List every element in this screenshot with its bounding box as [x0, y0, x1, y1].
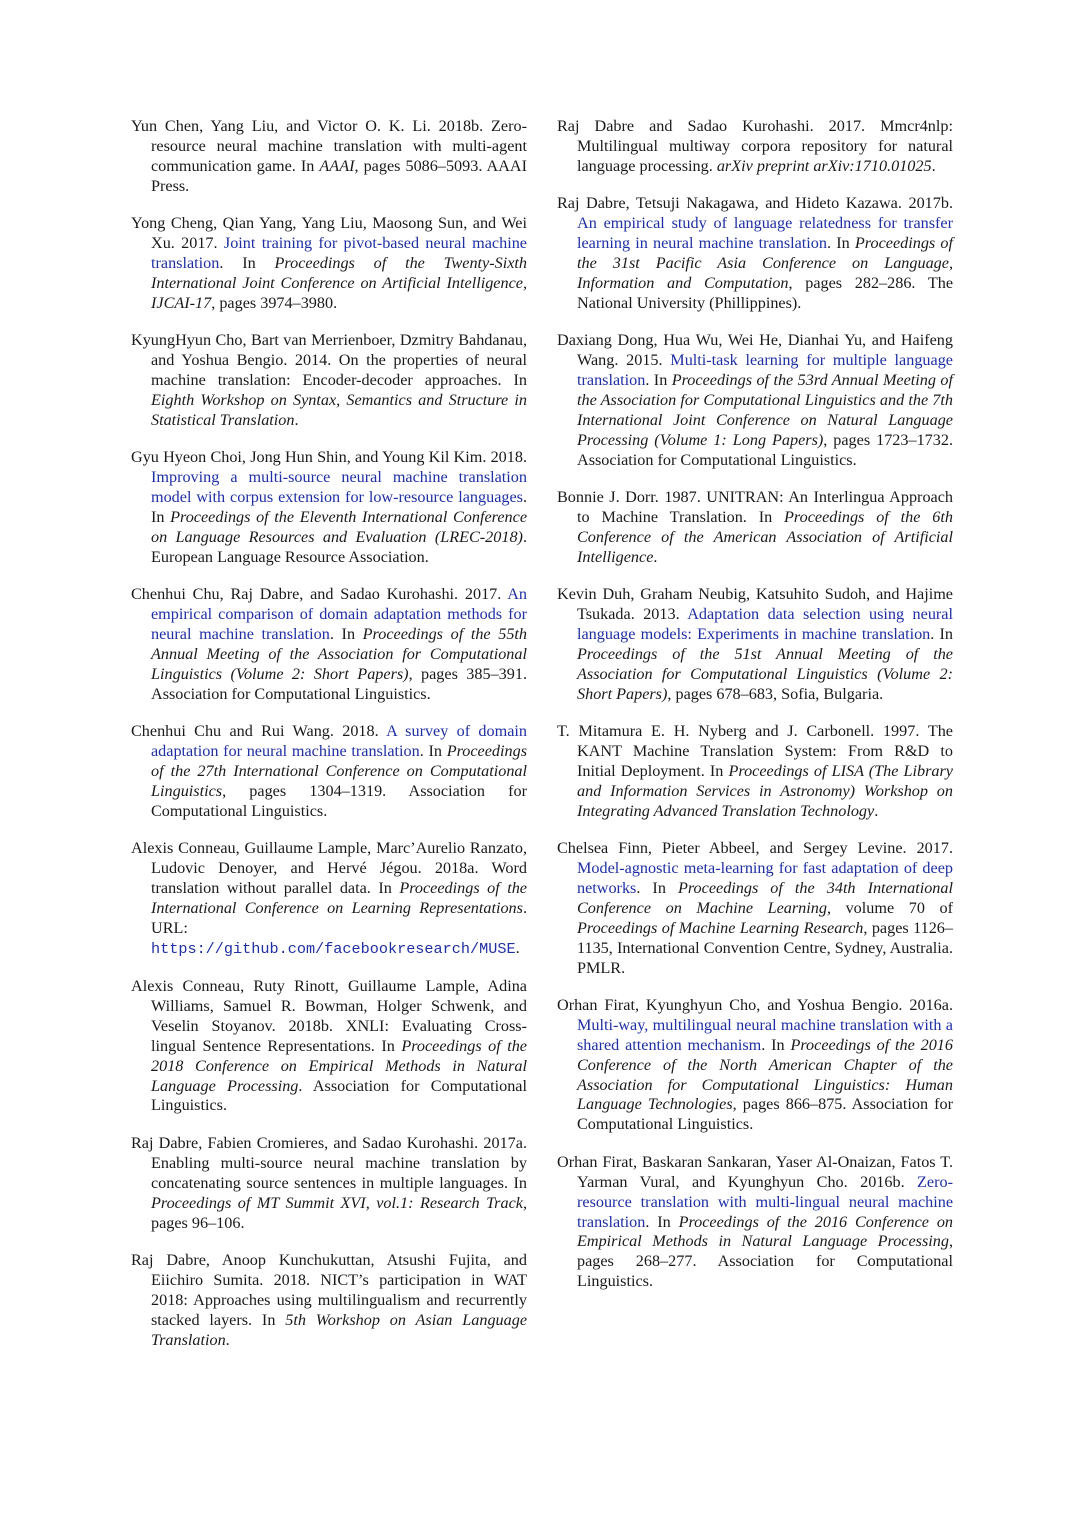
reference-venue: Proceedings of the 2016 Conference on Empirical Methods in Natural Language Processing [577, 1212, 954, 1251]
reference-authors-text: Daxiang Dong, Hua Wu, Wei He, Dianhai Yu, and Haifeng Wang. 2015. [557, 331, 953, 370]
reference-entry [557, 839, 953, 978]
references-right-column [557, 117, 953, 1310]
reference-venue: Proceedings of LISA (The Library and Information Services in Astronomy) Workshop on Integrating Advanced Translation Technology [577, 761, 953, 820]
reference-authors-text: KyungHyun Cho, Bart van Merrienboer, Dzmitry Bahdanau, and Yoshua Bengio. 2014. On the properties of neural machine translation: Encoder-decoder approaches. In [131, 331, 527, 389]
reference-title-link[interactable]: Joint training for pivot-based neural machine translation [151, 234, 527, 272]
reference-url-link[interactable]: https://github.com/facebookresearch/MUSE [151, 939, 516, 958]
reference-details-text: , pages 1304–1319. Association for Computational Linguistics. [151, 781, 527, 820]
reference-venue: Proceedings of the 53rd Annual Meeting of the Association for Computational Linguistics and the 7th International Joint Conference on Natural Language Processing (Volume 1: Long Papers) [577, 370, 953, 449]
reference-tail-text: , pages 1126–1135, International Convention Centre, Sydney, Australia. PMLR. [577, 918, 953, 977]
reference-entry [131, 839, 527, 959]
reference-authors-text: Chenhui Chu and Rui Wang. 2018. [131, 722, 387, 741]
reference-details-text: , pages 282–286. The National University (Phillippines). [577, 273, 954, 312]
reference-venue: 5th Workshop on Asian Language Translation [151, 1310, 527, 1349]
reference-details-text: . URL: [151, 898, 527, 937]
reference-authors-text: Yun Chen, Yang Liu, and Victor O. K. Li. 2018b. Zero-resource neural machine translation with multi-agent communication game. In [131, 117, 527, 175]
reference-venue: Proceedings of the 51st Annual Meeting of the Association for Computational Linguistics (Volume 2: Short Papers) [577, 644, 953, 703]
reference-entry [131, 585, 527, 704]
reference-details-text: . European Language Resource Association. [151, 527, 527, 566]
reference-entry [557, 117, 953, 177]
reference-entry [131, 1251, 527, 1351]
reference-authors-text: Kevin Duh, Graham Neubig, Katsuhito Sudoh, and Hajime Tsukada. 2013. [557, 585, 953, 624]
reference-entry [131, 117, 527, 197]
reference-title-link[interactable]: A survey of domain adaptation for neural machine translation [151, 722, 527, 760]
reference-entry [557, 1153, 953, 1292]
reference-venue: Proceedings of the Eleventh International Conference on Language Resources and Evaluation (LREC-2018) [151, 507, 528, 546]
reference-authors-text: Alexis Conneau, Ruty Rinott, Guillaume Lample, Adina Williams, Samuel R. Bowman, Holger Schwenk, and Veselin Stoyanov. 2018b. XNLI: Evaluating Cross-lingual Sentence Representations. In [131, 977, 527, 1055]
reference-entry [131, 214, 527, 314]
reference-connector-text: . In [645, 370, 672, 389]
reference-authors-text: T. Mitamura E. H. Nyberg and J. Carbonell. 1997. The KANT Machine Translation System: From R&D to Initial Deployment. In [557, 722, 953, 780]
reference-details-text: . [931, 156, 936, 175]
reference-venue: Proceedings of the International Conference on Learning Representations [151, 878, 527, 917]
reference-connector-text: . In [329, 624, 363, 643]
reference-details-text: . [294, 410, 299, 429]
reference-entry [557, 585, 953, 704]
reference-venue: Proceedings of the 6th Conference of the American Association of Artificial Intelligence [577, 507, 953, 566]
reference-title-link[interactable]: Zero-resource translation with multi-lingual neural machine translation [577, 1172, 953, 1231]
reference-details-text: , pages 5086–5093. AAAI Press. [151, 156, 527, 195]
reference-venue: Proceedings of the Twenty-Sixth International Joint Conference on Artificial Intelligence, IJCAI-17 [151, 253, 528, 312]
reference-title-link[interactable]: An empirical study of language relatedness for transfer learning in neural machine translation [577, 214, 953, 253]
reference-details-text: , pages 1723–1732. Association for Computational Linguistics. [577, 430, 953, 469]
reference-details-text: . [225, 1330, 230, 1349]
reference-venue: Proceedings of the 34th International Conference on Machine Learning [577, 878, 953, 917]
reference-venue: Proceedings of the 27th International Conference on Computational Linguistics [151, 741, 528, 800]
reference-entry [131, 1134, 527, 1234]
reference-details-text: , pages 866–875. Association for Computational Linguistics. [577, 1095, 953, 1134]
reference-venue: Proceedings of MT Summit XVI, vol.1: Research Track [151, 1193, 523, 1212]
reference-venue: Proceedings of the 31st Pacific Asia Conference on Language, Information and Computation [577, 234, 954, 292]
reference-details-text: . [653, 547, 658, 566]
reference-entry [557, 194, 953, 313]
reference-title-link[interactable]: An empirical comparison of domain adaptation methods for neural machine translation [151, 585, 527, 643]
reference-connector-text: . In [219, 253, 275, 272]
reference-venue: AAAI [319, 156, 355, 175]
reference-entry [131, 448, 527, 567]
reference-entry [557, 996, 953, 1135]
reference-details-text: . Association for Computational Linguistics. [151, 1076, 527, 1115]
reference-entry [131, 977, 527, 1116]
reference-connector-text: . In [827, 234, 855, 253]
reference-authors-text: Bonnie J. Dorr. 1987. UNITRAN: An Interlingua Approach to Machine Translation. In [557, 488, 953, 526]
reference-entry [557, 722, 953, 822]
reference-entry [557, 331, 953, 470]
reference-title-link[interactable]: Multi-task learning for multiple language translation [577, 351, 953, 389]
reference-authors-text: Orhan Firat, Baskaran Sankaran, Yaser Al-Onaizan, Fatos T. Yarman Vural, and Kyunghyun Cho. 2016b. [557, 1152, 953, 1191]
reference-connector-text: . In [645, 1212, 679, 1231]
reference-entry [131, 722, 527, 822]
reference-authors-text: Raj Dabre, Anoop Kunchukuttan, Atsushi Fujita, and Eiichiro Sumita. 2018. NICT’s participation in WAT 2018: Approaches using multilingualism and recurrently stacked layers. In [131, 1250, 527, 1329]
reference-connector-text: . In [419, 741, 447, 760]
reference-venue: Eighth Workshop on Syntax, Semantics and Structure in Statistical Translation [151, 390, 527, 429]
reference-authors-text: Gyu Hyeon Choi, Jong Hun Shin, and Young Kil Kim. 2018. [131, 448, 527, 467]
reference-authors-text: Yong Cheng, Qian Yang, Yang Liu, Maosong Sun, and Wei Xu. 2017. [131, 214, 527, 253]
reference-series-venue: Proceedings of Machine Learning Research [577, 918, 864, 937]
reference-title-link[interactable]: Multi-way, multilingual neural machine translation with a shared attention mechanism [577, 1015, 953, 1054]
reference-details-text: , pages 385–391. Association for Computational Linguistics. [151, 664, 527, 703]
reference-authors-text: Chelsea Finn, Pieter Abbeel, and Sergey Levine. 2017. [557, 839, 953, 858]
reference-details-text: . [874, 801, 879, 820]
reference-venue: arXiv preprint arXiv:1710.01025 [716, 156, 932, 175]
reference-entry [557, 488, 953, 568]
reference-tail-text: . [515, 938, 520, 957]
references-left-column [131, 117, 527, 1368]
reference-authors-text: Orhan Firat, Kyunghyun Cho, and Yoshua Bengio. 2016a. [557, 995, 953, 1014]
reference-authors-text: Raj Dabre and Sadao Kurohashi. 2017. Mmcr4nlp: Multilingual multiway corpora repository for natural language processing. [557, 117, 953, 175]
reference-details-text: , pages 3974–3980. [211, 293, 338, 312]
reference-venue: Proceedings of the 55th Annual Meeting of the Association for Computational Linguistics (Volume 2: Short Papers) [151, 624, 528, 683]
reference-details-text: , pages 268–277. Association for Computational Linguistics. [577, 1232, 953, 1291]
reference-title-link[interactable]: Improving a multi-source neural machine translation model with corpus extension for low-resource languages [151, 468, 527, 506]
reference-venue: Proceedings of the 2018 Conference on Empirical Methods in Natural Language Processing [151, 1036, 527, 1095]
reference-venue: Proceedings of the 2016 Conference of the North American Chapter of the Association for Computational Linguistics: Human Language Technologies [577, 1035, 953, 1114]
reference-authors-text: Raj Dabre, Tetsuji Nakagawa, and Hideto Kazawa. 2017b. [557, 194, 953, 213]
reference-title-link[interactable]: Adaptation data selection using neural language models: Experiments in machine translation [577, 605, 953, 643]
reference-details-text: , pages 678–683, Sofia, Bulgaria. [667, 684, 884, 703]
reference-authors-text: Raj Dabre, Fabien Cromieres, and Sadao Kurohashi. 2017a. Enabling multi-source neural machine translation by concatenating source sentences in multiple languages. In [131, 1133, 527, 1192]
reference-authors-text: Alexis Conneau, Guillaume Lample, Marc’Aurelio Ranzato, Ludovic Denoyer, and Hervé Jégou. 2018a. Word translation without parallel data. In [131, 839, 527, 897]
reference-title-link[interactable]: Model-agnostic meta-learning for fast adaptation of deep networks [577, 859, 953, 897]
reference-connector-text: . In [151, 488, 527, 526]
reference-connector-text: . In [761, 1035, 791, 1054]
reference-details-text: , pages 96–106. [151, 1193, 527, 1232]
reference-connector-text: . In [930, 624, 953, 643]
reference-details-text: , volume 70 of [826, 898, 953, 917]
reference-connector-text: . In [636, 878, 678, 897]
reference-authors-text: Chenhui Chu, Raj Dabre, and Sadao Kurohashi. 2017. [131, 585, 508, 604]
reference-entry [131, 331, 527, 431]
